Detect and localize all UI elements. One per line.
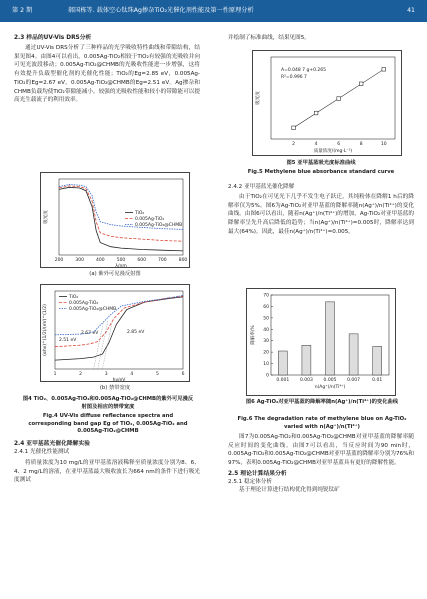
- right-bottom-text: [228, 433, 414, 495]
- x-tick-label: 700: [158, 258, 167, 263]
- tangent-line: [98, 321, 108, 369]
- section-2-4-title: 2.4 亚甲基蓝光催化降解实验: [14, 441, 91, 447]
- x-tick-label: 1: [53, 372, 57, 377]
- x-tick-label: 800: [178, 258, 188, 263]
- y-tick-label: 60: [263, 304, 269, 310]
- figure-6-caption-en: Fig.6 The degradation rate of methylene blue on Ag-TiO₂ varied with n(Ag⁺)/n(Ti⁴⁺): [237, 416, 407, 430]
- data-point: [337, 97, 341, 101]
- x-tick-label: 600: [137, 258, 146, 263]
- figure-4b: [40, 284, 190, 382]
- x-axis-label: λ/nm: [115, 264, 127, 269]
- x-tick-label: 0.01: [372, 378, 383, 383]
- x-axis-label: hν/eV: [112, 378, 126, 383]
- y-axis-label: 吸光度: [256, 91, 261, 105]
- x-tick-label: 0.003: [299, 378, 313, 383]
- section-2-4-2-title: 2.4.2 亚甲基蓝光催化降解: [228, 184, 295, 190]
- figure-4a-caption: (a) 紫外可见漫反射图: [89, 271, 141, 277]
- tangent-line: [94, 321, 104, 369]
- section-2-4-2-paragraph-2: 图7为0.005Ag-TiO₂和0.005Ag-TiO₂@CHMB对亚甲基蓝的降解率随反应时间的变化曲线。由图7可以看出，当反应时间为90 min时，0.005Ag-TiO₂和0.005Ag-TiO₂@CHMB对亚甲基蓝的降解率分别为76%和97%，表明0.005Ag-TiO₂@CHMB对亚甲基蓝具有更好的降解性能。: [228, 434, 414, 467]
- x-tick-label: 3: [104, 372, 108, 377]
- right-intro: [228, 34, 414, 43]
- data-point: [359, 82, 363, 86]
- legend-label: TiO₂: [135, 211, 145, 216]
- y-tick-label: 50: [263, 316, 269, 322]
- figure-4-caption-en: Fig.4 UV-Vis diffuse reflectance spectra and corresponding band gap Eg of TiO₂, 0.005Ag-TiO₂ and 0.005Ag-TiO₂@CHMB: [28, 413, 188, 434]
- fit-annotation: R²=0.996 7: [281, 75, 307, 80]
- right-intro-text: 并绘制了标准曲线，结果见图5。: [228, 35, 310, 41]
- x-tick-label: 400: [96, 258, 105, 263]
- data-point: [382, 68, 386, 72]
- right-section-2-4-2: [228, 183, 414, 237]
- x-tick-label: 2: [292, 142, 295, 147]
- y-tick-label: 20: [263, 350, 269, 356]
- x-tick-label: 500: [116, 258, 126, 263]
- bar: [278, 351, 287, 375]
- bar: [373, 346, 382, 375]
- data-point: [314, 111, 318, 115]
- band-gap-annotation: 2.85 eV: [127, 330, 145, 335]
- figure-4a-plot: [41, 173, 191, 269]
- y-axis-label: 吸光度: [44, 210, 49, 224]
- figure-4b-caption: (b) 禁带宽度: [99, 385, 131, 391]
- y-tick-label: 40: [263, 327, 269, 333]
- legend-label: 0.005Ag-TiO₂: [69, 301, 99, 306]
- figure-6-plot: [247, 289, 397, 397]
- x-tick-label: 8: [359, 142, 363, 147]
- section-2-3-paragraph: 通过UV-Vis DRS分析了三种样品的光学吸收特性曲线和带隙结构，结果见图4。由图4可以看出，0.005Ag-TiO₂相较于TiO₂有较强的光吸收并向可见光波段移动；0.005Ag-TiO₂@CHMB的光吸收性能进一步增强，这将有效提升负载型催化剂的光催化性能；TiO₂的Eg=2.85 eV，0.005Ag-TiO₂的Eg=2.67 eV，0.005Ag-TiO₂@CHMB的Eg=2.51 eV。Ag掺杂和CHMB负载均使TiO₂带隙能减小，较强的光吸收性能和较小的带隙能可以提高光生载流子的利用效率。: [14, 45, 200, 104]
- plot-frame: [59, 179, 183, 255]
- section-2-3-title: 2.3 样品的UV-Vis DRS分析: [14, 35, 92, 41]
- section-2-5-1-paragraph: 基于理论计算进行结构优化得到纯锐钛矿: [239, 486, 340, 493]
- legend-label: 0.005Ag-TiO₂@CHMB: [69, 307, 117, 312]
- series-line: [59, 187, 183, 251]
- x-tick-label: 300: [75, 258, 84, 263]
- figure-5-plot: [253, 51, 403, 157]
- x-tick-label: 10: [380, 142, 387, 147]
- data-point: [292, 126, 296, 130]
- bar: [302, 345, 311, 375]
- x-tick-label: 0.007: [347, 378, 361, 383]
- figure-6: [246, 288, 396, 396]
- band-gap-annotation: 2.67 eV: [81, 331, 99, 336]
- figure-6-caption-cn: 图6 Ag-TiO₂对亚甲基蓝的降解率随n(Ag⁺)/n(Ti⁴⁺)的变化曲线: [245, 399, 399, 405]
- left-column: [14, 34, 200, 105]
- figure-4-caption-cn: 图4 TiO₂、0.005Ag-TiO₂和0.005Ag-TiO₂@CHMB的紫外可见漫反射图及相应的禁带宽度: [22, 396, 194, 410]
- y-tick-label: 70: [263, 293, 269, 299]
- y-tick-label: 0: [266, 373, 269, 379]
- issue-label: 第 2 期: [12, 7, 33, 14]
- page-number: 41: [407, 7, 415, 14]
- x-tick-label: 6: [337, 142, 341, 147]
- x-tick-label: 5: [155, 372, 159, 377]
- y-axis-label: (αhν)^(1/2)/(eV)^(1/2): [43, 304, 48, 356]
- y-tick-label: 30: [263, 339, 269, 345]
- section-2-5-title: 2.5 理论计算结果分析: [228, 470, 287, 477]
- y-axis-label: 降解率/%: [251, 325, 256, 345]
- x-axis-label: 质量浓度/(mg·L⁻¹): [313, 149, 353, 154]
- x-tick-label: 2: [79, 372, 83, 377]
- bar: [349, 334, 358, 375]
- running-title: 郝国栋等. 载体空心钛珠Ag掺杂TiO₂光催化剂性能及第一性原理分析: [68, 7, 254, 14]
- figure-4a: [40, 172, 190, 268]
- series-line: [59, 186, 183, 241]
- legend-label: TiO₂: [69, 295, 79, 300]
- bar: [326, 302, 335, 375]
- band-gap-annotation: 2.51 eV: [59, 338, 77, 343]
- legend-label: 0.005Ag-TiO₂@CHMB: [135, 223, 183, 228]
- section-2-4-1-title: 2.4.1 光催化性能测试: [14, 449, 70, 455]
- y-tick-label: 10: [263, 362, 269, 368]
- x-tick-label: 0.005: [323, 378, 337, 383]
- section-2-5-1-title: 2.5.1 稳定体分析: [228, 478, 272, 485]
- page-header: [0, 0, 427, 22]
- figure-5: [252, 50, 402, 156]
- x-tick-label: 0.001: [276, 378, 290, 383]
- x-tick-label: 6: [181, 372, 185, 377]
- figure-4b-plot: [41, 285, 191, 383]
- x-axis-label: n(Ag⁺)/n(Ti⁴⁺): [314, 385, 346, 390]
- fit-annotation: A=0.048 7 g+0.265: [281, 68, 326, 73]
- x-tick-label: 4: [130, 372, 134, 377]
- figure-5-caption-en: Fig.5 Methylene blue absorbance standard curve: [247, 169, 395, 175]
- legend-label: 0.005Ag-TiO₂: [135, 217, 165, 222]
- x-tick-label: 4: [314, 142, 318, 147]
- figure-5-caption-cn: 图5 亚甲基蓝吸光度标准曲线: [286, 160, 356, 166]
- section-2-4-1-paragraph: 将质量浓度为10 mg/L的亚甲基蓝溶液稀释至质量浓度分别为8、6、4、2 mg/L的溶液，在亚甲基蓝最大吸收波长为664 nm的条件下进行吸光度测试: [14, 460, 200, 484]
- x-tick-label: 200: [54, 258, 64, 263]
- section-2-4-2-paragraph-1: 由于TiO₂在可见光下几乎不发生电子跃迁，其纯粉体在降解1 h后的降解率仅为5%。图6为Ag-TiO₂对亚甲基蓝的降解率随n(Ag⁺)/n(Ti⁴⁺)的变化曲线。由图6可以看出，随着n(Ag⁺)/n(Ti⁴⁺)的增加，Ag-TiO₂对亚甲基蓝的降解率呈先升高后降低的趋势；当n(Ag⁺)/n(Ti⁴⁺)=0.005时，降解率达到最大(64%)。因此，最佳n(Ag⁺)/n(Ti⁴⁺)=0.005。: [228, 194, 414, 235]
- left-bottom-text: [14, 440, 200, 485]
